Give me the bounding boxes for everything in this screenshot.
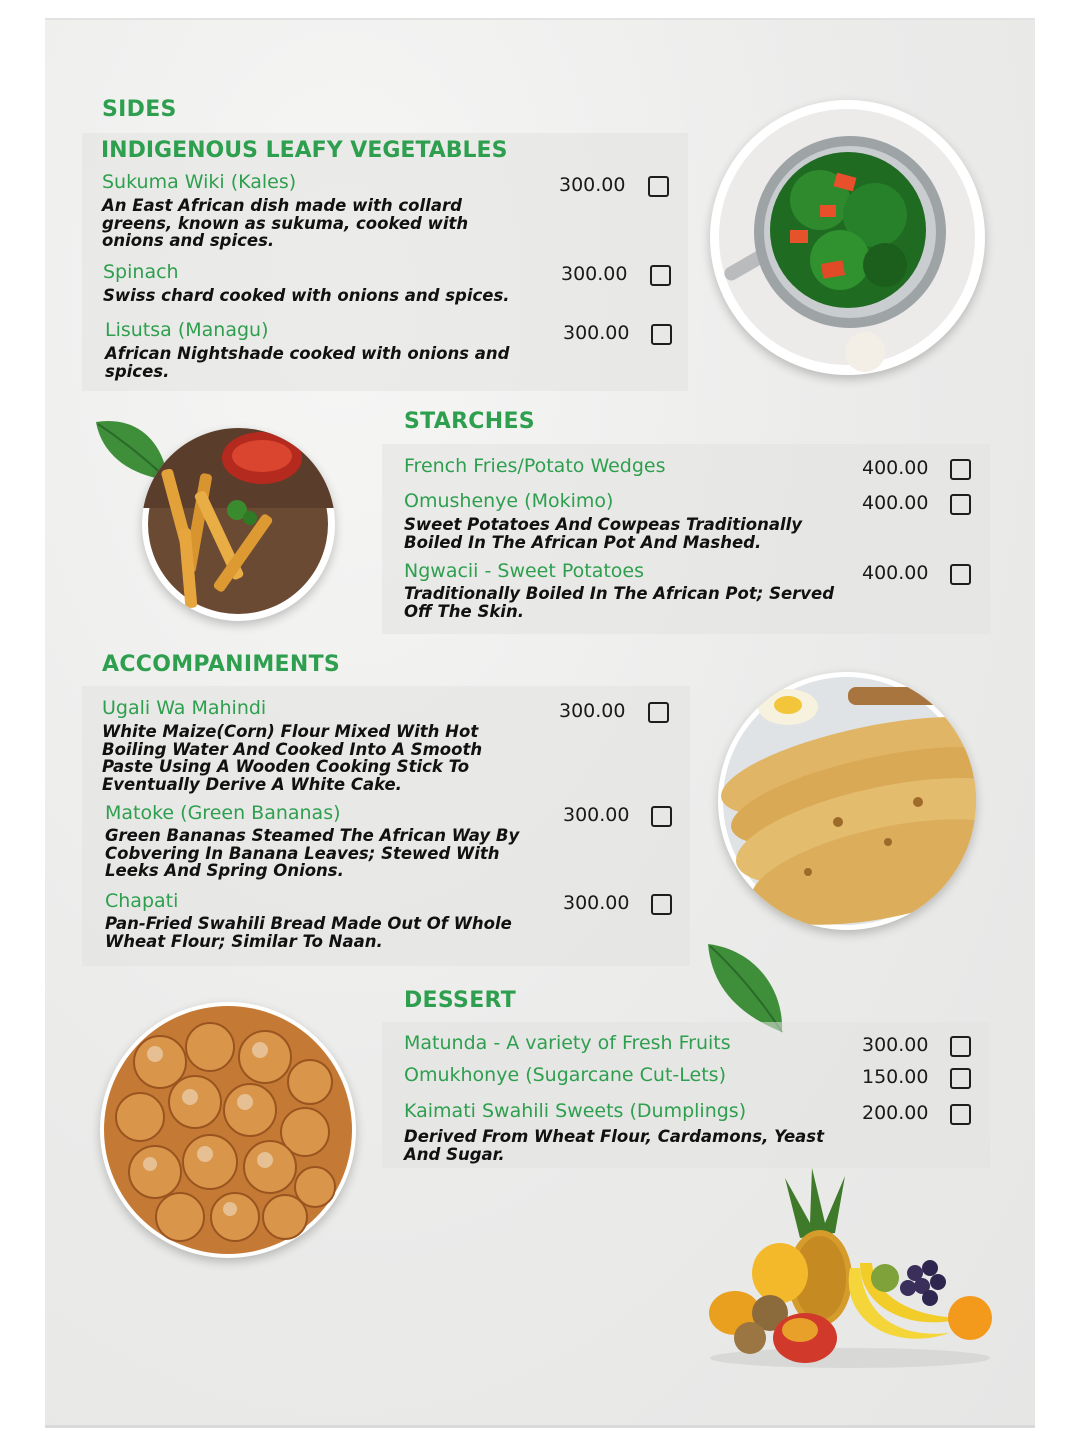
select-checkbox[interactable] [950,1068,971,1089]
item-price: 200.00 [862,1102,929,1124]
item-name: Omukhonye (Sugarcane Cut-Lets) [404,1064,726,1086]
select-checkbox[interactable] [950,564,971,585]
item-price: 300.00 [563,892,630,914]
sides-section-title: SIDES [102,97,177,122]
item-name: Omushenye (Mokimo) [404,490,614,512]
kaimati-photo [100,1002,356,1258]
item-description: Pan-Fried Swahili Bread Made Out Of Whole Wheat Flour; Similar To Naan. [105,914,512,951]
item-name: Ngwacii - Sweet Potatoes [404,560,645,582]
item-name: Lisutsa (Managu) [105,319,269,341]
item-price: 300.00 [862,1034,929,1056]
chapati-photo [718,672,976,930]
item-description: Traditionally Boiled In The African Pot; Served Off The Skin. [404,584,835,621]
item-name: Kaimati Swahili Sweets (Dumplings) [404,1100,747,1122]
starches-section-title: STARCHES [404,409,535,434]
item-price: 400.00 [862,492,929,514]
item-description: Derived From Wheat Flour, Cardamons, Yeast And Sugar. [404,1127,824,1164]
item-description: An East African dish made with collard greens, known as sukuma, cooked with onions and spices. [102,196,469,250]
item-price: 400.00 [862,562,929,584]
item-price: 150.00 [862,1066,929,1088]
select-checkbox[interactable] [648,702,669,723]
select-checkbox[interactable] [648,176,669,197]
leafy-vegetables-heading: INDIGENOUS LEAFY VEGETABLES [101,138,508,163]
item-description: White Maize(Corn) Flour Mixed With Hot Boiling Water And Cooked Into A Smooth Paste Using A Wooden Cooking Stick To Eventually Derive A White Cake. [102,722,483,794]
item-description: Sweet Potatoes And Cowpeas Traditionally Boiled In The African Pot And Mashed. [404,515,803,552]
item-price: 400.00 [862,457,929,479]
item-price: 300.00 [563,322,630,344]
item-description: African Nightshade cooked with onions and spices. [105,344,510,381]
item-price: 300.00 [561,263,628,285]
select-checkbox[interactable] [651,324,672,345]
accompaniments-section-title: ACCOMPANIMENTS [102,652,341,677]
item-name: Matunda - A variety of Fresh Fruits [404,1032,731,1054]
select-checkbox[interactable] [950,459,971,480]
item-price: 300.00 [563,804,630,826]
item-description: Swiss chard cooked with onions and spices. [103,286,510,305]
select-checkbox[interactable] [651,806,672,827]
leaf-icon [706,940,786,1035]
item-name: French Fries/Potato Wedges [404,455,666,477]
item-name: Chapati [105,890,179,912]
dessert-section-title: DESSERT [404,988,517,1013]
item-name: Spinach [103,261,179,283]
item-name: Sukuma Wiki (Kales) [102,171,297,193]
select-checkbox[interactable] [950,1104,971,1125]
fries-photo [142,428,335,621]
item-name: Ugali Wa Mahindi [102,697,267,719]
select-checkbox[interactable] [950,494,971,515]
item-description: Green Bananas Steamed The African Way By Cobvering In Banana Leaves; Stewed With Leeks And Spring Onions. [105,826,520,880]
item-price: 300.00 [559,174,626,196]
select-checkbox[interactable] [950,1036,971,1057]
kale-dish-photo [710,100,985,375]
fruit-basket-image [700,1168,1000,1368]
item-price: 300.00 [559,700,626,722]
select-checkbox[interactable] [651,894,672,915]
select-checkbox[interactable] [650,265,671,286]
item-name: Matoke (Green Bananas) [105,802,341,824]
